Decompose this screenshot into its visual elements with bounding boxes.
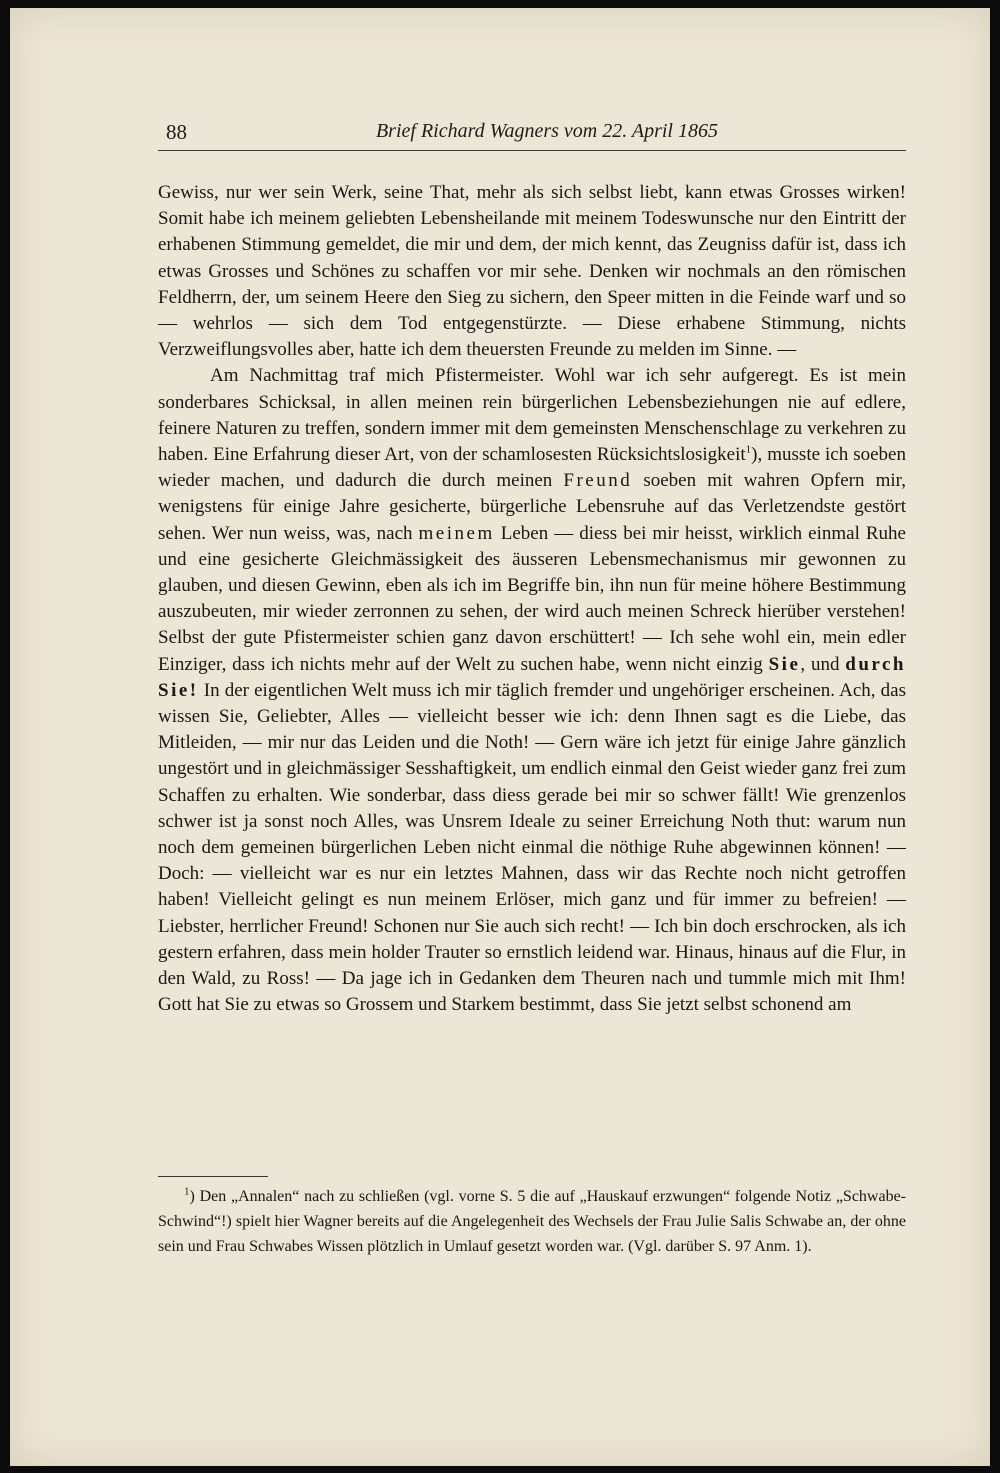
emphasis-freund: Freund: [563, 470, 633, 492]
emphasis-durch-sie: durch Sie!: [158, 653, 906, 701]
paragraph-2-part-e: , und: [800, 653, 846, 675]
emphasis-sie: Sie: [768, 653, 801, 675]
paragraph-2-part-f: In der eigentlichen Welt muss ich mir täglich fremder und ungehöriger erscheinen. Ach, das wissen Sie, Geliebter, Alles — vielleicht besser wie ich: denn Ihnen sagt es die Liebe, das Mitleiden, — mir nur das Leiden und die Noth! — Gern wäre ich jetzt für einige Jahre gänzlich ungestört und in gleichmässiger Sesshaftigkeit, um endlich einmal den Geist wieder ganz frei zum Schaffen zu erhalten. Wie sonderbar, dass diess gerade bei mir so schwer fällt! Wie grenzenlos schwer ist ja sonst noch Alles, was Unsrem Ideale zu seiner Erreichung Noth thut: warum nun noch dem gemeinen bürgerlichen Leben nicht einmal die nöthige Ruhe abgewinnen können! — Doch: — vielleicht war es nur ein letztes Mahnen, dass wir das Rechte noch nicht getroffen haben! Vielleicht gelingt es nun meinem Erlöser, mich ganz und für immer zu befreien! — Liebster, herrlicher Freund! Schonen nur Sie auch sich recht! — Ich bin doch erschrocken, als ich gestern erfahren, dass mein holder Trauter so ernstlich leidend war. Hinaus, hinaus auf die Flur, in den Wald, zu Ross! — Da jage ich in Gedanken dem Theuren nach und tummle mich mit Ihm! Gott hat Sie zu etwas so Grossem und Starkem bestimmt, dass Sie jetzt selbst schonend am: [158, 679, 906, 1016]
footnote-marker: 1: [184, 1185, 190, 1198]
page-number: 88: [166, 120, 187, 144]
paragraph-2-part-d: Leben — diess bei mir heisst, wirklich einmal Ruhe und eine gesicherte Gleichmässigkeit des äusseren Lebensmechanismus mir gewonnen zu glauben, und diesen Gewinn, eben als ich im Begriffe bin, ihn nun für meine höhere Bestimmung auszubeuten, mir wieder zerronnen zu sehen, der wird auch meinen Schreck hierüber verstehen! Selbst der gute Pfistermeister schien ganz davon erschüttert! — Ich sehe wohl ein, mein edler Einziger, dass ich nichts mehr auf der Welt zu suchen habe, wenn nicht einzig: [158, 522, 906, 675]
paragraph-2-part-a: Am Nachmittag traf mich Pfistermeister. Wohl war ich sehr aufgeregt. Es ist mein sonderbares Schicksal, in allen meinen rein bürgerlichen Lebensbeziehungen nie auf edlere, feinere Naturen zu treffen, sondern immer mit dem gemeinsten Menschenschlage zu verkehren zu haben. Eine Erfahrung dieser Art, von der schamlosesten Rücksichtslosigkeit: [158, 365, 906, 466]
footnote-divider: [158, 1176, 268, 1177]
footnote-text: ) Den „Annalen“ nach zu schließen (vgl. vorne S. 5 die auf „Hauskauf erzwungen“ folgende Notiz „Schwabe-Schwind“!) spielt hier Wagner bereits auf die Angelegenheit des Wechsels der Frau Julie Salis Schwabe an, der ohne sein und Frau Schwabes Wissen plötzlich in Umlauf gesetzt worden war. (Vgl. darüber S. 97 Anm. 1).: [158, 1188, 906, 1255]
running-head: Brief Richard Wagners vom 22. April 1865: [375, 120, 718, 142]
letter-body: [158, 180, 906, 1019]
emphasis-meinem: meinem: [418, 522, 495, 544]
paragraph-2: [158, 363, 906, 1018]
paragraph-2-part-c: soeben mit wahren Opfern mir, wenigstens für einige Jahre gesicherte, bürgerliche Lebensruhe auf das Verletzendste gestört sehen. Wer nun weiss, was, nach: [158, 470, 906, 544]
paragraph-1: Gewiss, nur wer sein Werk, seine That, mehr als sich selbst liebt, kann etwas Grosses wirken! Somit habe ich meinem geliebten Lebensheilande mit meinem Todeswunsche nur den Eintritt der erhabenen Stimmung gemeldet, die mir und dem, der mich kennt, das Zeugniss dafür ist, dass ich etwas Grosses und Schönes zu schaffen vor mir sehe. Denken wir nochmals an den römischen Feldherrn, der, um seinem Heere den Sieg zu sichern, den Speer mitten in die Feinde warf und so — wehrlos — sich dem Tod entgegenstürzte. — Diese erhabene Stimmung, nichts Verzweiflungsvolles aber, hatte ich dem theuersten Freunde zu melden im Sinne. —: [158, 182, 906, 361]
footnote: [158, 1184, 906, 1259]
paragraph-2-part-b: ), musste ich soeben wieder machen, und dadurch die durch meinen: [158, 444, 906, 492]
book-page: [10, 8, 990, 1466]
footnote-reference: 1: [745, 443, 752, 456]
page-header: [158, 120, 906, 151]
